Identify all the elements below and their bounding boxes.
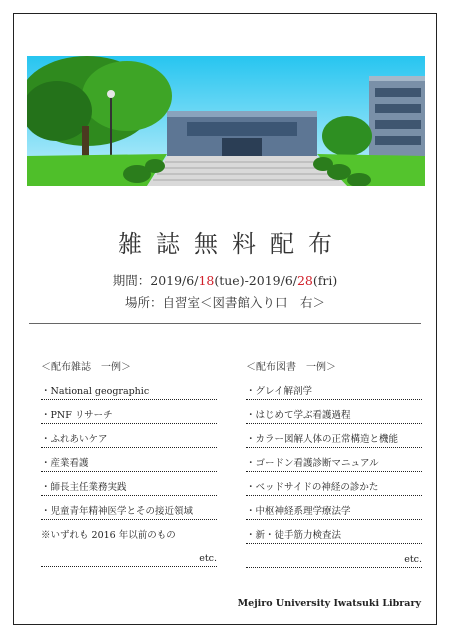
poster-frame [13, 13, 437, 625]
magazine-list [41, 358, 217, 576]
list-item: ・ベッドサイドの神経の診かた [246, 481, 422, 496]
book-list-heading: ＜配布図書 一例＞ [246, 362, 336, 373]
list-item: ・新・徒手筋力検査法 [246, 529, 422, 544]
magazine-etc: etc. [41, 552, 217, 567]
list-item: ・はじめて学ぶ看護過程 [246, 409, 422, 424]
period-suffix: (fri) [312, 273, 338, 288]
list-item: ・National geographic [41, 385, 217, 400]
list-item: ・ふれあいケア [41, 433, 217, 448]
campus-photo-image [27, 56, 425, 186]
magazine-note: ※いずれも 2016 年以前のもの [41, 530, 176, 541]
book-list [246, 358, 422, 577]
list-item: ・グレイ解剖学 [246, 385, 422, 400]
event-place: 場所：自習室＜図書館入り口 右＞ [124, 295, 325, 310]
divider [29, 323, 421, 324]
book-etc: etc. [246, 553, 422, 568]
campus-photo [27, 56, 425, 186]
list-item: ・中枢神経系理学療法学 [246, 505, 422, 520]
list-item: ・ゴードン看護診断マニュアル [246, 457, 422, 472]
poster-title: 雑誌無料配布 [118, 230, 346, 258]
library-name: Mejiro University Iwatsuki Library [237, 598, 421, 609]
list-item: ・師長主任業務実践 [41, 481, 217, 496]
event-period [14, 271, 436, 289]
list-item: ・児童青年精神医学とその接近領域 [41, 505, 217, 520]
period-prefix: 期間：2019/6/ [112, 273, 199, 288]
list-item: ・カラー図解人体の正常構造と機能 [246, 433, 422, 448]
period-end-day: 28 [296, 273, 313, 288]
period-mid: (tue)-2019/6/ [214, 273, 297, 288]
list-item: ・PNF リサーチ [41, 409, 217, 424]
list-item: ・産業看護 [41, 457, 217, 472]
period-start-day: 18 [198, 273, 215, 288]
magazine-list-heading: ＜配布雑誌 一例＞ [41, 362, 131, 373]
